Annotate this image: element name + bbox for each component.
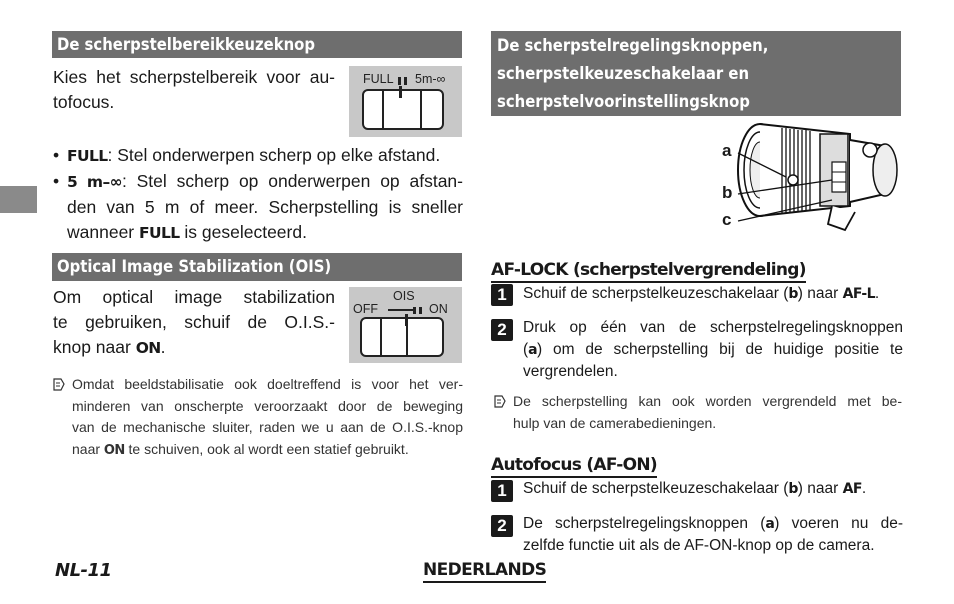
note-icon bbox=[53, 378, 65, 391]
note-key: ON bbox=[103, 442, 125, 458]
aflock-step-2 bbox=[523, 317, 903, 383]
switch-tick-line bbox=[388, 309, 414, 311]
ois-switch-illustration bbox=[349, 287, 462, 363]
switch-label-full: FULL bbox=[363, 72, 394, 86]
focus-range-switch-illustration bbox=[349, 66, 462, 137]
language-label: NEDERLANDS bbox=[423, 560, 546, 583]
switch-label-ois: OIS bbox=[393, 289, 415, 303]
page-number: NL-11 bbox=[55, 560, 112, 581]
switch-indicator-line bbox=[399, 86, 402, 98]
step-text-part: Schuif de scherpstelkeuzeschakelaar ( bbox=[523, 285, 789, 302]
switch-tick-marks bbox=[413, 307, 423, 315]
focus-range-intro bbox=[53, 65, 335, 115]
bullet-key: FULL bbox=[139, 224, 180, 242]
note-line: naar bbox=[72, 440, 104, 457]
section-title-line: scherpstelvoorinstellingsknop bbox=[497, 92, 750, 111]
section-header-ois bbox=[52, 253, 462, 281]
side-tab-marker bbox=[0, 186, 37, 213]
section-title-line: scherpstelkeuzeschakelaar en bbox=[497, 64, 750, 83]
section-title: De scherpstelbereikkeuzeknop bbox=[57, 35, 315, 54]
switch-tick-marks bbox=[398, 77, 408, 85]
switch-body bbox=[362, 89, 444, 130]
ois-line: te gebruiken, schuif de O.I.S.- bbox=[53, 312, 335, 332]
step-text-part: . bbox=[861, 480, 867, 497]
step-text-part: ( bbox=[523, 341, 529, 358]
switch-label-on: ON bbox=[429, 302, 448, 316]
bullet-text: : Stel onderwerpen scherp op elke afstand. bbox=[107, 145, 441, 165]
section-header-focus-controls bbox=[491, 31, 901, 116]
step-text-line: zelfde functie uit als de AF-ON-knop op de camera. bbox=[523, 537, 875, 554]
ois-line: Om optical image stabilization bbox=[53, 287, 335, 307]
step-text-part: De scherpstelregelingsknoppen ( bbox=[523, 515, 766, 532]
ois-body bbox=[53, 285, 335, 361]
intro-line: Kies het scherpstelbereik voor au- bbox=[53, 67, 335, 87]
step-ref: a bbox=[528, 342, 538, 358]
section-title: Optical Image Stabilization (OIS) bbox=[57, 257, 332, 276]
step-text-part: ) naar bbox=[797, 285, 843, 302]
bullet-key: FULL bbox=[67, 147, 108, 165]
note-line: van de mechanische sluiter, raden we u aan de O.I.S.-knop bbox=[72, 419, 463, 435]
ois-note bbox=[53, 374, 463, 461]
step-number: 1 bbox=[491, 480, 513, 502]
ois-key: ON bbox=[135, 339, 161, 357]
intro-line: tofocus. bbox=[53, 92, 115, 112]
section-header-focus-range bbox=[52, 31, 462, 58]
callout-c: c bbox=[722, 210, 732, 229]
bullet-key: 5 m–∞ bbox=[67, 173, 122, 191]
switch-label-range: 5m-∞ bbox=[415, 72, 446, 86]
afon-heading: Autofocus (AF-ON) bbox=[491, 454, 657, 478]
ois-line: . bbox=[160, 337, 166, 357]
step-text-part: ) voeren nu de- bbox=[774, 515, 903, 532]
afon-step-2 bbox=[523, 513, 903, 557]
callout-a: a bbox=[722, 141, 732, 160]
switch-label-off: OFF bbox=[353, 302, 378, 316]
callout-b: b bbox=[722, 183, 733, 202]
step-text-line: Druk op één van de scherpstelregelingsknoppen bbox=[523, 319, 903, 336]
step-text-part: Schuif de scherpstelkeuzeschakelaar ( bbox=[523, 480, 789, 497]
focus-range-bullets bbox=[53, 143, 463, 246]
afon-step-1 bbox=[523, 478, 903, 500]
bullet-item: • 5 m–∞: Stel scherp op onderwerpen op afstan- den van 5 m of meer. Scherpstelling is sneller wanneer FULL is geselecteerd. bbox=[53, 171, 463, 242]
section-title-line: De scherpstelregelingsknoppen, bbox=[497, 36, 769, 55]
aflock-heading: AF-LOCK (scherpstelvergrendeling) bbox=[491, 259, 806, 283]
note-line: te schuiven, ook al wordt een statief gebruikt. bbox=[124, 440, 409, 457]
switch-indicator-line bbox=[405, 314, 408, 326]
note-line: De scherpstelling kan ook worden vergrendeld met be- bbox=[513, 393, 902, 409]
switch-body bbox=[360, 317, 444, 357]
ois-line: knop naar bbox=[53, 337, 136, 357]
step-key: AF bbox=[842, 481, 862, 497]
note-line: Omdat beeldstabilisatie ook doeltreffend is voor het ver- bbox=[72, 376, 463, 392]
step-ref: b bbox=[788, 286, 798, 302]
step-text-part: ) naar bbox=[797, 480, 843, 497]
note-icon bbox=[494, 395, 506, 408]
note-line: hulp van de camerabedieningen. bbox=[513, 414, 717, 431]
bullet-item: • FULL: Stel onderwerpen scherp op elke afstand. bbox=[53, 145, 441, 165]
bullet-text: is geselecteerd. bbox=[179, 222, 307, 242]
bullet-text: : Stel scherp op onderwerpen op afstan- bbox=[121, 171, 463, 191]
aflock-step-1 bbox=[523, 283, 903, 305]
step-number: 2 bbox=[491, 319, 513, 341]
lens-illustration bbox=[720, 120, 905, 240]
bullet-text: den van 5 m of meer. Scherpstelling is sneller bbox=[67, 197, 463, 217]
step-ref: a bbox=[765, 516, 775, 532]
step-ref: b bbox=[788, 481, 798, 497]
bullet-text: wanneer bbox=[67, 222, 139, 242]
aflock-note bbox=[494, 391, 902, 434]
step-number: 2 bbox=[491, 515, 513, 537]
step-text-line: vergrendelen. bbox=[523, 363, 618, 380]
note-line: minderen van onscherpte veroorzaakt door de beweging bbox=[72, 397, 463, 414]
step-number: 1 bbox=[491, 284, 513, 306]
step-text-part: ) om de scherpstelling bij de huidige positie te bbox=[537, 341, 903, 358]
step-key: AF-L bbox=[842, 286, 875, 302]
step-text-part: . bbox=[874, 285, 880, 302]
